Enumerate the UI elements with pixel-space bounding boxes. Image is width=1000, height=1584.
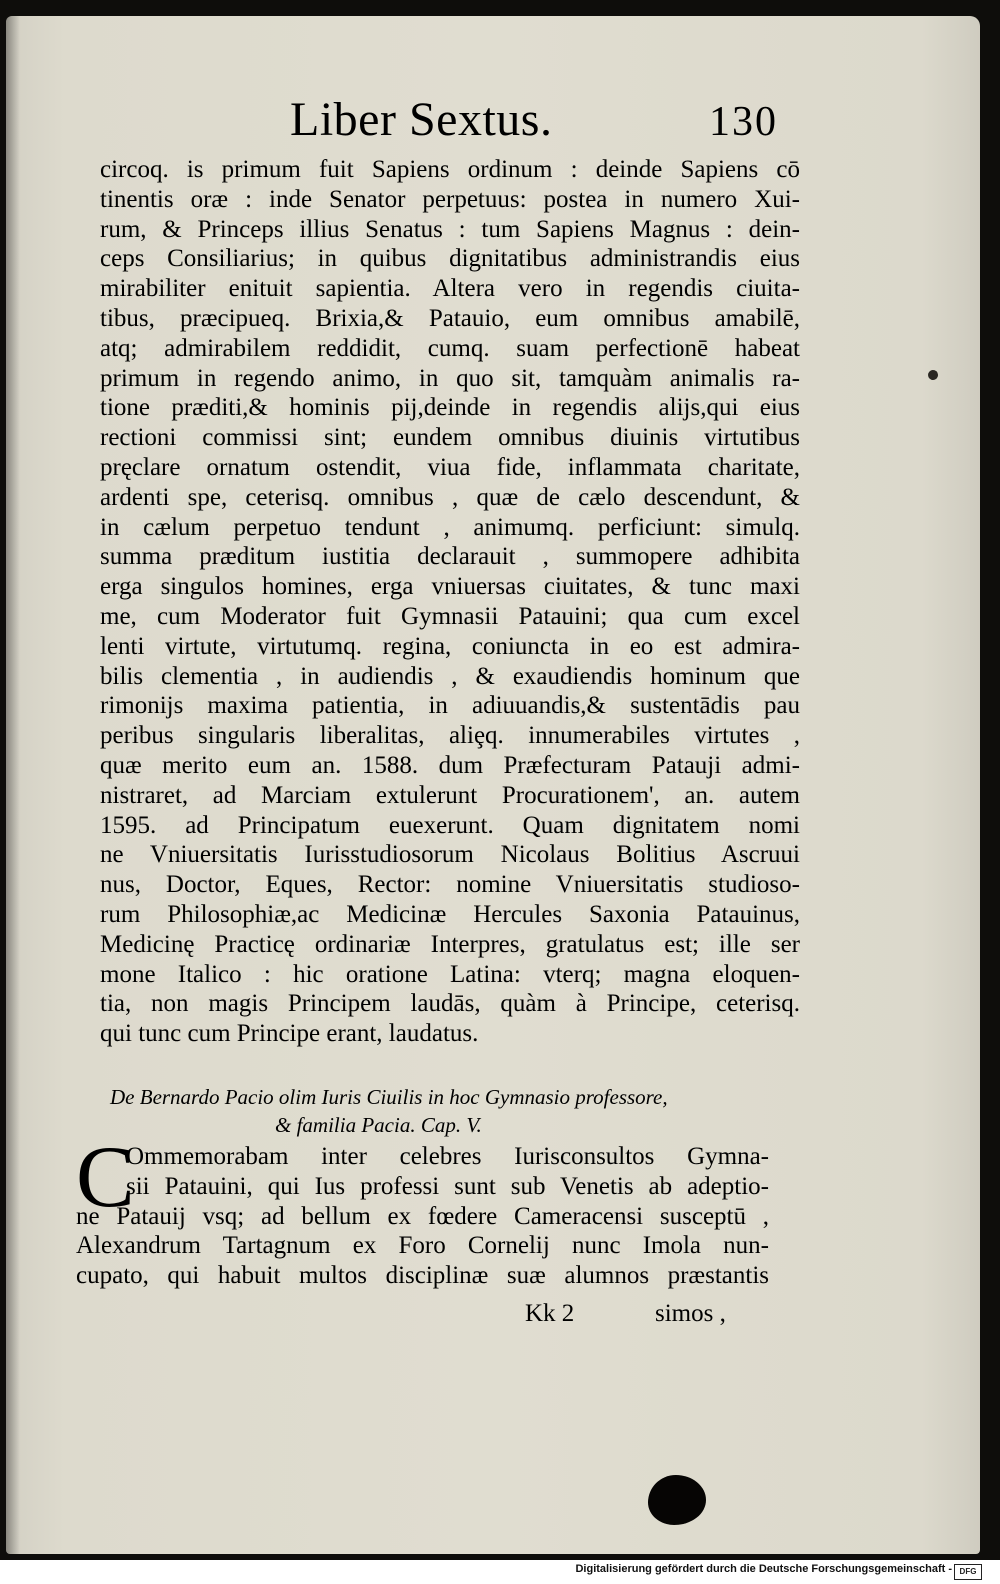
drop-cap: C (76, 1129, 135, 1226)
signature-mark: Kk 2 (525, 1300, 575, 1327)
chapter-text-line: Alexandrum Tartagnum ex Foro Cornelij nunc Imola nun- (76, 1232, 769, 1260)
text-line: ceps Consiliarius; in quibus dignitatibus administrandis eius (100, 245, 800, 273)
text-line: rectioni commissi sint; eundem omnibus diuinis virtutibus (100, 424, 800, 452)
spine-shadow (6, 16, 20, 1554)
text-line: tia, non magis Principem laudās, quàm à Principe, ceterisq. (100, 990, 800, 1018)
text-line: ardenti spe, ceterisq. omnibus , quæ de cælo descendunt, & (100, 483, 800, 511)
chapter-text-line: cupato, qui habuit multos disciplinæ suæ alumnos præstantis (76, 1262, 769, 1290)
page-number: 130 (709, 99, 778, 145)
text-line: peribus singularis liberalitas, aliȩq. innumerabiles virtutes , (100, 722, 800, 750)
text-line: tinentis oræ : inde Senator perpetuus: postea in numero Xui- (100, 185, 800, 213)
text-line: erga singulos homines, erga vniuersas ciuitates, & tunc maxi (100, 573, 800, 601)
text-line: ne Vniuersitatis Iurisstudiosorum Nicolaus Bolitius Ascruui (100, 841, 800, 869)
running-title: Liber Sextus. (290, 93, 553, 146)
text-line: rum Philosophiæ,ac Medicinæ Hercules Saxonia Patauinus, (100, 900, 800, 928)
chapter-heading-line-2: & familia Pacia. Cap. V. (275, 1113, 482, 1137)
credit-bar (0, 1560, 1000, 1584)
text-line: atq; admirabilem reddidit, cumq. suam perfectionē habeat (100, 334, 800, 362)
chapter-text-line: Ommemorabam inter celebres Iurisconsultos Gymna- (126, 1143, 769, 1170)
chapter-text-line: ne Patauij vsq; ad bellum ex fœdere Cameracensi susceptū , (76, 1202, 769, 1230)
text-line: lenti virtute, virtutumq. regina, coniuncta in eo est admira- (100, 632, 800, 660)
chapter-heading-line-1: De Bernardo Pacio olim Iuris Ciuilis in hoc Gymnasio professore, (110, 1085, 668, 1109)
text-line: in cælum perpetuo tendunt , animumq. perficiunt: simulq. (100, 513, 800, 541)
text-line: pręclare ornatum ostendit, viua fide, inflammata charitate, (100, 453, 800, 481)
page-header (290, 92, 800, 162)
chapter-text-line: sii Patauini, qui Ius professi sunt sub Venetis ab adeptio- (126, 1172, 769, 1200)
catchword: simos , (655, 1300, 726, 1327)
text-line: qui tunc cum Principe erant, laudatus. (100, 1020, 479, 1048)
text-line: tibus, præcipueq. Brixia,& Patauio, eum omnibus amabilē, (100, 304, 800, 332)
dfg-logo-icon: DFG (954, 1564, 982, 1580)
text-line: 1595. ad Principatum euexerunt. Quam dignitatem nomi (100, 811, 800, 839)
text-line: rimonijs maxima patientia, in adiuuandis,& sustentādis pau (100, 692, 800, 720)
text-line: mone Italico : hic oratione Latina: vterq; magna eloquen- (100, 960, 800, 988)
text-line: Medicinę Practicę ordinariæ Interpres, gratulatus est; ille ser (100, 930, 800, 958)
text-line: mirabiliter enituit sapientia. Altera vero in regendis ciuita- (100, 275, 800, 303)
text-line: nistraret, ad Marciam extulerunt Procurationem', an. autem (100, 781, 800, 809)
text-line: me, cum Moderator fuit Gymnasii Patauini; qua cum excel (100, 602, 800, 630)
chapter-text (76, 1129, 769, 1291)
body-text (100, 155, 800, 1049)
text-line: bilis clementia , in audiendis , & exaudiendis hominum que (100, 662, 800, 690)
text-line: nus, Doctor, Eques, Rector: nomine Vniuersitatis studioso- (100, 871, 800, 899)
text-line: tione præditi,& hominis pij,deinde in regendis alijs,qui eius (100, 394, 800, 422)
text-line: rum, & Princeps illius Senatus : tum Sapiens Magnus : dein- (100, 215, 800, 243)
text-line: circoq. is primum fuit Sapiens ordinum : deinde Sapiens cō (100, 156, 800, 183)
text-line: summa præditum iustitia declarauit , summopere adhibita (100, 543, 800, 571)
text-line: quæ merito eum an. 1588. dum Præfecturam Patauji admi- (100, 751, 800, 779)
text-line: primum in regendo animo, in quo sit, tamquàm animalis ra- (100, 364, 800, 392)
funding-credit: Digitalisierung gefördert durch die Deutsche Forschungsgemeinschaft - (575, 1563, 952, 1575)
chapter-heading (110, 1083, 760, 1139)
